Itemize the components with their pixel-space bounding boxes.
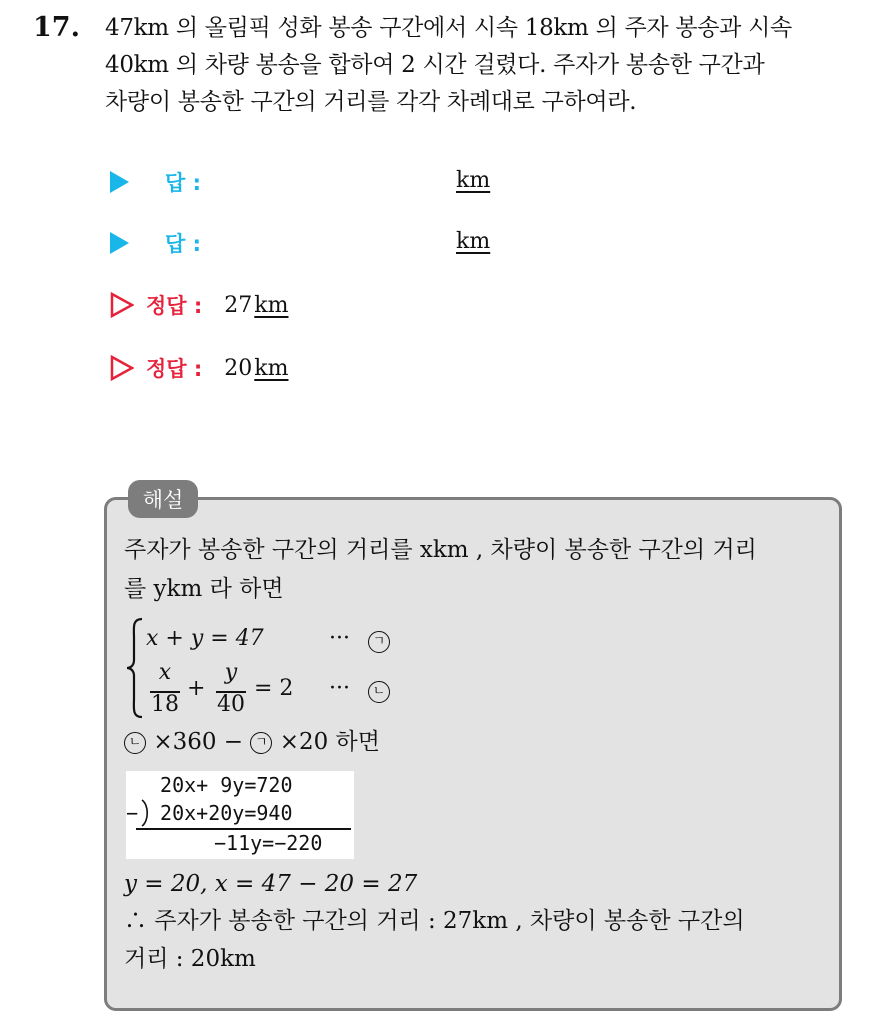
- operation-line: [124, 724, 380, 761]
- question-line: 47km 의 올림픽 성화 봉송 구간에서 시속 18km 의 주자 봉송과 시속: [105, 15, 792, 41]
- work-line-1: 20x+ 9y=720: [148, 773, 293, 797]
- dots: ···: [329, 626, 350, 651]
- correct-label: 정답 :: [146, 294, 203, 318]
- fraction-2-numerator: y: [224, 660, 238, 685]
- circled-mark-1: ㄱ: [368, 631, 390, 653]
- subtraction-rule: [136, 828, 351, 830]
- equation-2-rhs: = 2: [254, 676, 294, 701]
- equation-1: x + y = 47: [146, 626, 264, 651]
- equation-system: [124, 616, 414, 720]
- correct-answer-row: [110, 353, 288, 383]
- outline-triangle-icon: [110, 292, 134, 318]
- work-line-2: 20x+20y=940: [148, 801, 293, 825]
- question-number: 17.: [33, 12, 80, 43]
- answer-row: [110, 167, 201, 197]
- conclusion-line: 거리 : 20km: [124, 946, 256, 972]
- circled-mark-2: ㄴ: [368, 681, 390, 703]
- correct-unit: km: [254, 355, 289, 381]
- filled-triangle-icon: [110, 232, 129, 254]
- fraction-2-denominator: 40: [217, 692, 245, 717]
- question-text: [105, 10, 865, 121]
- work-line-3: −11y=−220: [214, 831, 323, 855]
- question-line: 차량이 봉송한 구간의 거리를 각각 차례대로 구하여라.: [105, 89, 637, 115]
- answer-label: 답 :: [165, 171, 201, 195]
- circled-mark-2: ㄴ: [124, 732, 146, 754]
- circled-mark-1: ㄱ: [250, 732, 272, 754]
- subtraction-work: [126, 771, 354, 859]
- fraction-1-denominator: 18: [151, 692, 179, 717]
- minus-sign: −: [126, 801, 139, 825]
- plus-sign: +: [187, 676, 206, 701]
- explanation-line: 주자가 봉송한 구간의 거리를 xkm , 차량이 봉송한 구간의 거리: [124, 537, 757, 563]
- correct-label: 정답 :: [146, 357, 203, 381]
- operation-end: ×20 하면: [279, 729, 380, 755]
- fraction-1-numerator: x: [158, 660, 172, 685]
- left-brace: [124, 616, 146, 720]
- explanation-tag: 해설: [128, 480, 198, 518]
- correct-value: 20: [224, 355, 253, 381]
- outline-triangle-icon: [110, 355, 134, 381]
- explanation-line: 를 ykm 라 하면: [124, 576, 284, 602]
- dots: ···: [329, 676, 350, 701]
- answer-label: 답 :: [165, 232, 201, 256]
- answer-row: [110, 228, 201, 258]
- filled-triangle-icon: [110, 171, 129, 193]
- correct-answer-row: [110, 290, 288, 320]
- answer-unit: km: [456, 168, 491, 193]
- correct-value: 27: [224, 292, 253, 318]
- correct-unit: km: [254, 292, 289, 318]
- conclusion-line: ∴ 주자가 봉송한 구간의 거리 : 27km , 차량이 봉송한 구간의: [124, 908, 745, 934]
- question-line: 40km 의 차량 봉송을 합하여 2 시간 걸렸다. 주자가 봉송한 구간과: [105, 52, 765, 78]
- answer-unit: km: [456, 229, 491, 254]
- result-line: y = 20, x = 47 − 20 = 27: [124, 871, 418, 897]
- operation-mid: ×360 −: [153, 729, 251, 755]
